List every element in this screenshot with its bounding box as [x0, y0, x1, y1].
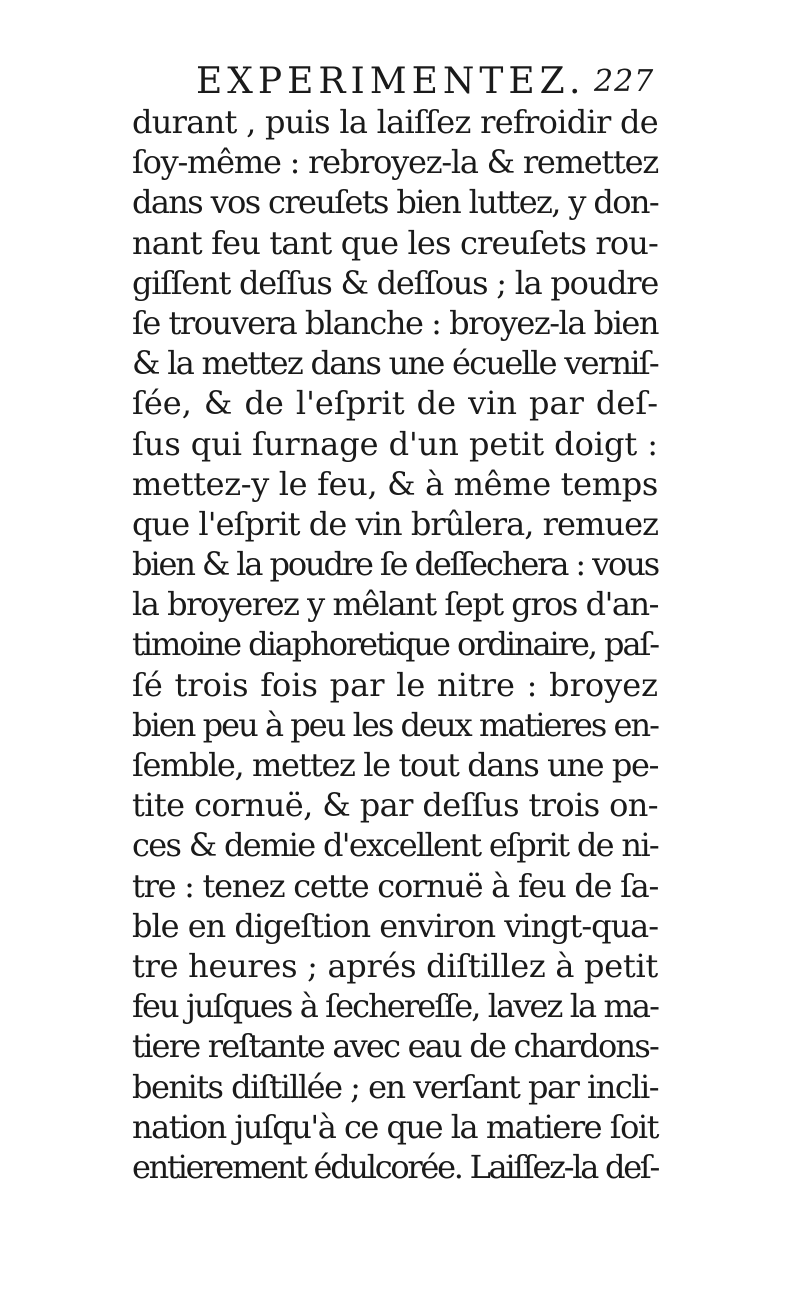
text-line: durant , puis la laiſſez refroidir de — [132, 103, 659, 141]
text-line: ble en digeſtion environ vingt-qua- — [132, 906, 659, 945]
text-line: ſé trois fois par le nitre : broyez — [132, 665, 658, 704]
text-line: benits diſtillée ; en verſant par incli- — [132, 1067, 659, 1106]
running-title: EXPERIMENTEZ. — [196, 61, 586, 102]
text-line: mettez-y le feu, & à même temps — [132, 464, 659, 503]
text-line: ces & demie d'excellent eſprit de ni- — [132, 826, 659, 865]
text-line: entierement édulcorée. Laiſſez-la deſ- — [132, 1147, 659, 1186]
text-line: ſée, & de l'eſprit de vin par deſ- — [132, 384, 658, 423]
text-line: ſe trouvera blanche : broyez-la bien — [132, 303, 659, 342]
text-line: timoine diaphoretique ordinaire, paſ- — [132, 625, 659, 664]
text-line: tre heures ; aprés diſtillez à petit — [132, 946, 659, 985]
text-line: que l'eſprit de vin brûlera, remuez — [132, 504, 659, 543]
text-line: tre : tenez cette cornuë à feu de ſa- — [132, 866, 659, 905]
text-line: bien peu à peu les deux matieres en- — [132, 705, 659, 744]
text-line: nation juſqu'à ce que la matiere ſoit — [132, 1107, 659, 1146]
text-line: giſſent deſſus & deſſous ; la poudre — [132, 263, 659, 302]
page-number: 227 — [594, 64, 655, 99]
text-line: la broyerez y mêlant ſept gros d'an- — [132, 585, 658, 624]
text-line: ſus qui ſurnage d'un petit doigt : — [132, 424, 659, 463]
body-text — [132, 102, 658, 1187]
text-line: tite cornuë, & par deſſus trois on- — [132, 786, 659, 825]
text-line: feu juſques à ſechereſſe, lavez la ma- — [132, 987, 659, 1026]
text-line: & la mettez dans une écuelle verniſ- — [132, 344, 659, 383]
text-line: dans vos creuſets bien luttez, y don- — [132, 183, 659, 222]
text-line: ſemble, mettez le tout dans une pe- — [132, 746, 659, 784]
text-line: tiere reſtante avec eau de chardons- — [132, 1027, 659, 1066]
text-line: bien & la poudre ſe deſſechera : vous — [132, 545, 659, 584]
text-line: ſoy-même : rebroyez-la & remettez — [132, 143, 659, 182]
text-line: nant feu tant que les creuſets rou- — [132, 223, 659, 262]
